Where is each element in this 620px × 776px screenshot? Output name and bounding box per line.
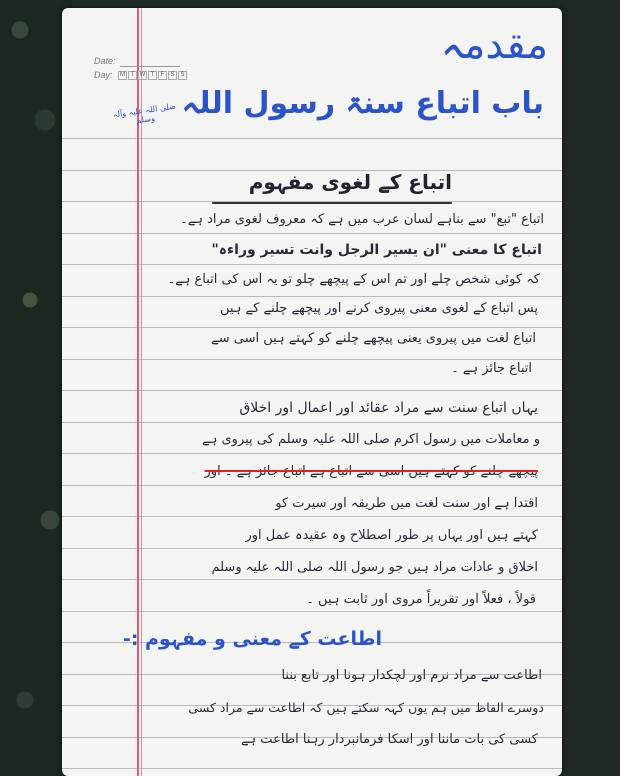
- body-line: پس اتباع کے لغوی معنی پیروی کرنے اور پیچھے چلنے کے ہیں: [219, 301, 538, 316]
- body-line: کہتے ہیں اور یہاں پر طور اصطلاح وہ عقیدہ عمل اور: [245, 528, 538, 543]
- day-box: S: [178, 71, 187, 80]
- body-line: اتباع جائز ہے ۔: [451, 361, 532, 376]
- day-box: S: [168, 71, 177, 80]
- section-heading-lughawi: اتباع کے لغوی مفہوم: [248, 170, 452, 194]
- body-line: اتباع لغت میں پیروی یعنی پیچھے چلنے کو کہتے ہیں اسی سے: [211, 331, 536, 346]
- body-line: اقتدا ہے اور سنت لغت میں طریقہ اور سیرت کو: [275, 496, 538, 511]
- body-line: اخلاق و عادات مراد ہیں جو رسول اللہ صلی اللہ علیہ وسلم: [211, 560, 538, 575]
- section-heading-itaat: اطاعت کے معنی و مفہوم :-: [122, 628, 382, 650]
- body-line: اتباع کا معنی "ان یسیر الرجل وانت تسیر وراءہ": [211, 242, 542, 258]
- body-line: کسی کی بات ماننا اور اسکا فرمانبردار رہنا اطاعت ہے: [240, 732, 538, 747]
- body-line: اطاعت سے مراد نرم اور لچکدار ہونا اور تابع بننا: [281, 668, 542, 683]
- body-line: دوسرے الفاظ میں ہم یوں کہہ سکتے ہیں کہ اطاعت سے مراد کسی: [188, 700, 544, 715]
- notebook-page: [62, 8, 562, 776]
- body-line: یہاں اتباع سنت سے مراد عقائد اور اعمال اور اخلاق: [239, 400, 538, 416]
- day-label: Day:: [94, 70, 113, 80]
- page-title: مقدمہ: [440, 22, 548, 68]
- body-line: و معاملات میں رسول اکرم صلی اللہ علیہ وسلم کی پیروی ہے: [202, 432, 540, 447]
- day-box: W: [139, 72, 146, 78]
- body-line: اتباع "تبع" سے بناہے لسان عرب میں ہے کہ معروف لغوی مراد ہے۔: [180, 212, 544, 227]
- date-label: Date:: [94, 56, 116, 66]
- date-line: [120, 66, 180, 67]
- day-box: T: [128, 71, 137, 80]
- day-box: M: [120, 72, 125, 78]
- chapter-heading: باب اتباع سنۃ رسول اللہ: [181, 86, 544, 121]
- day-box: F: [158, 71, 167, 80]
- day-boxes: [118, 71, 187, 80]
- day-box: T: [148, 71, 157, 80]
- body-line: قولاً ، فعلاً اور تقریراً مروی اور ثابت ہیں ۔: [306, 592, 536, 607]
- chapter-honorific: صلی اللہ علیہ وآلہ وسلم: [112, 101, 177, 126]
- body-line: کہ کوئی شخص چلے اور تم اس کے پیچھے چلو تو یہ اس کی اتباع ہے۔: [167, 272, 540, 287]
- section-heading-underline: [212, 202, 452, 204]
- body-line-struck: پیچھے چلنے کو کہتے ہیں اسی سے اتباع ہے اتباع جائز ہے ۔ اور: [204, 464, 538, 479]
